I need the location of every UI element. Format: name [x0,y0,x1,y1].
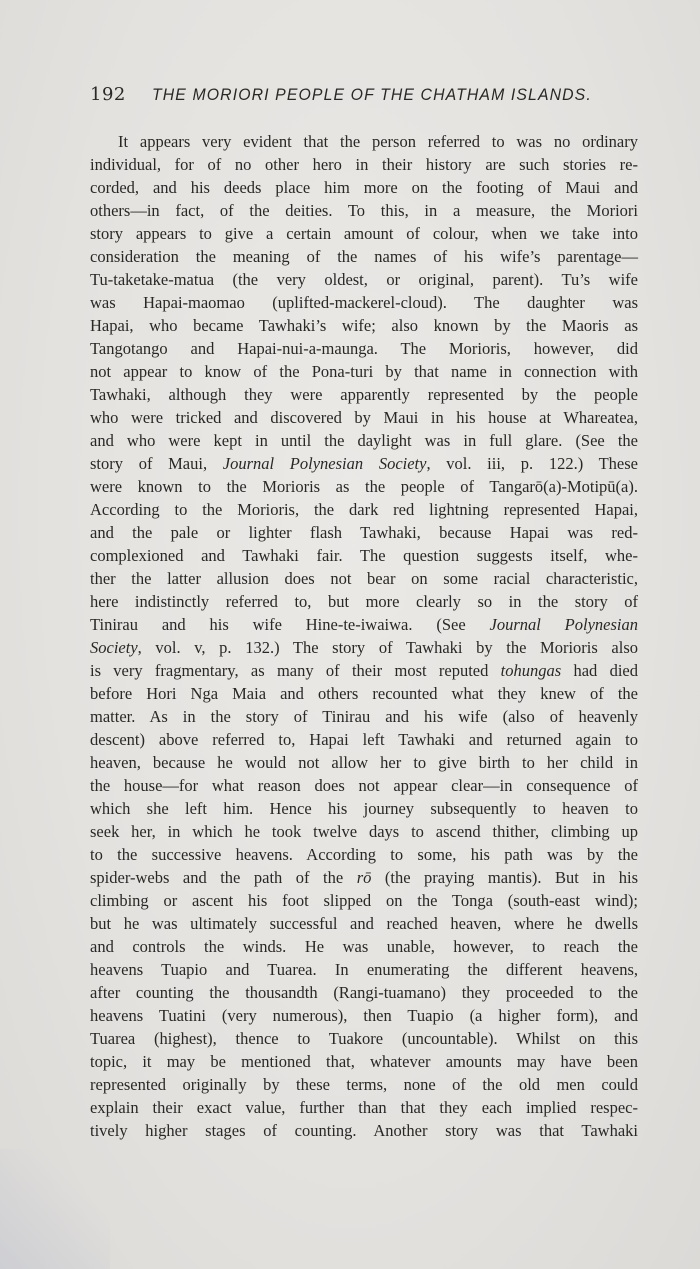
page-number: 192 [90,84,126,105]
page-header [90,84,590,112]
text-line: heavens Tuapio and Tuarea. In enumerating the different heavens, [90,960,638,979]
text-line: descent) above referred to, Hapai left Tawhaki and returned again to [90,730,638,749]
text-line: It appears very evident that the person referred to was no ordinary [118,132,638,151]
text-line: is very fragmentary, as many of their most reputed tohungas had died [90,661,639,680]
text-line: which she left him. Hence his journey subsequently to heaven to [90,799,638,818]
text-line: who were tricked and discovered by Maui in his house at Whareatea, [90,408,638,427]
page-corner-shadow [0,1149,110,1269]
text-line: consideration the meaning of the names of his wife’s parentage— [90,247,638,266]
text-line: Society, vol. v, p. 132.) The story of Tawhaki by the Morioris also [90,638,638,657]
text-line: story appears to give a certain amount of colour, when we take into [90,224,638,243]
text-line: heaven, because he would not allow her to give birth to her child in [90,753,638,772]
text-line: and who were kept in until the daylight was in full glare. (See the [90,431,638,450]
text-line: Tinirau and his wife Hine-te-iwaiwa. (See Journal Polynesian [90,615,638,634]
text-line: others—in fact, of the deities. To this, in a measure, the Moriori [90,201,638,220]
text-line: individual, for of no other hero in their history are such stories re- [90,155,638,174]
text-line: story of Maui, Journal Polynesian Society, vol. iii, p. 122.) These [90,454,638,473]
text-line: were known to the Morioris as the people of Tangarō(a)-Motipū(a). [90,477,638,496]
text-line: the house—for what reason does not appear clear—in consequence of [90,776,638,795]
text-line: to the successive heavens. According to some, his path was by the [90,845,638,864]
text-line: Tu-taketake-matua (the very oldest, or original, parent). Tu’s wife [90,270,638,289]
body-paragraph [90,130,638,1142]
text-line: ther the latter allusion does not bear on some racial characteristic, [90,569,638,588]
text-line: Tawhaki, although they were apparently represented by the people [90,385,638,404]
text-line: after counting the thousandth (Rangi-tuamano) they proceeded to the [90,983,638,1002]
text-line: climbing or ascent his foot slipped on the Tonga (south-east wind); [90,891,638,910]
text-line: Tangotango and Hapai-nui-a-maunga. The Morioris, however, did [90,339,638,358]
text-line: corded, and his deeds place him more on the footing of Maui and [90,178,638,197]
text-line: was Hapai-maomao (uplifted-mackerel-cloud). The daughter was [90,293,638,312]
text-line: seek her, in which he took twelve days to ascend thither, climbing up [90,822,638,841]
text-line: topic, it may be mentioned that, whatever amounts may have been [90,1052,638,1071]
text-line: represented originally by these terms, none of the old men could [90,1075,638,1094]
text-line: tively higher stages of counting. Another story was that Tawhaki [90,1121,638,1140]
text-line: explain their exact value, further than that they each implied respec- [90,1098,638,1117]
text-line: before Hori Nga Maia and others recounted what they knew of the [90,684,638,703]
text-line: matter. As in the story of Tinirau and his wife (also of heavenly [90,707,638,726]
text-line: not appear to know of the Pona-turi by that name in connection with [90,362,638,381]
text-line: here indistinctly referred to, but more clearly so in the story of [90,592,638,611]
text-line: complexioned and Tawhaki fair. The question suggests itself, whe- [90,546,638,565]
text-line: heavens Tuatini (very numerous), then Tuapio (a higher form), and [90,1006,638,1025]
text-line: Tuarea (highest), thence to Tuakore (uncountable). Whilst on this [90,1029,638,1048]
text-line: but he was ultimately successful and reached heaven, where he dwells [90,914,638,933]
text-line: and the pale or lighter flash Tawhaki, because Hapai was red- [90,523,638,542]
text-line: and controls the winds. He was unable, however, to reach the [90,937,638,956]
running-title: THE MORIORI PEOPLE OF THE CHATHAM ISLANDS. [152,85,592,104]
text-line: spider-webs and the path of the rō (the praying mantis). But in his [90,868,638,887]
text-line: Hapai, who became Tawhaki’s wife; also known by the Maoris as [90,316,638,335]
text-line: According to the Morioris, the dark red lightning represented Hapai, [90,500,638,519]
